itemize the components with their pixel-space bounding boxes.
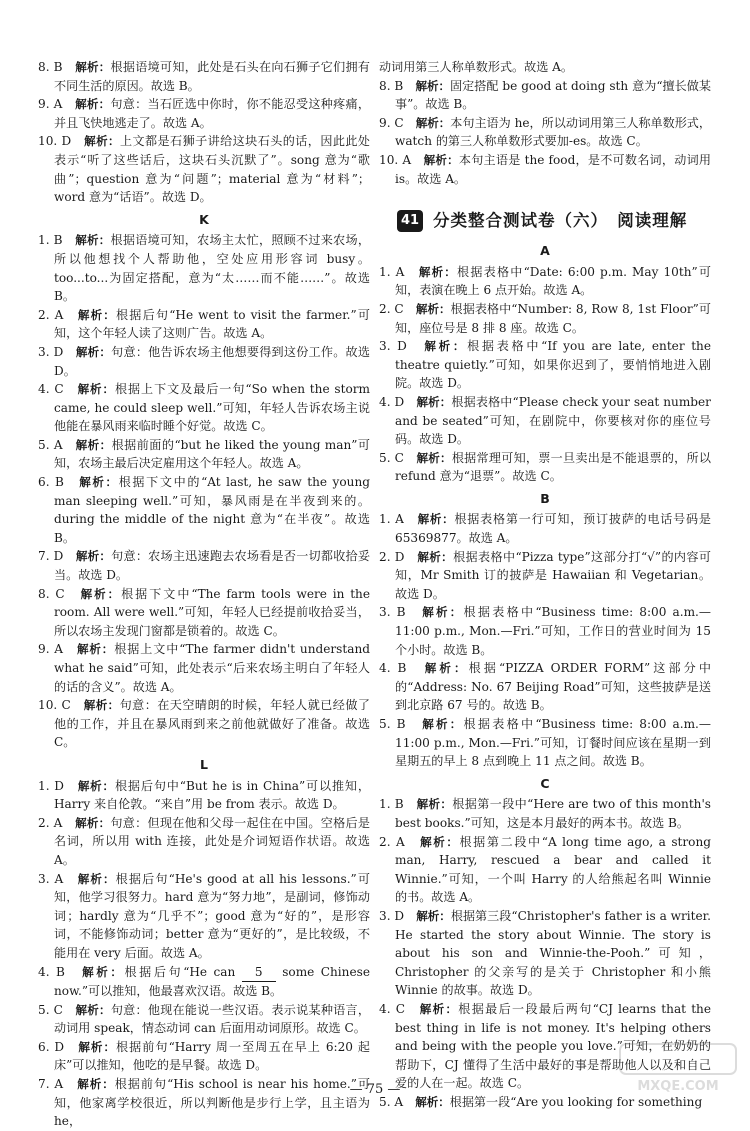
section-heading: C xyxy=(540,775,550,791)
section-heading: B xyxy=(540,490,550,506)
explanation-label: 解析： xyxy=(422,605,464,620)
explanation-label: 解析： xyxy=(416,908,451,923)
item-text: 根据下文中“The farm tools were in the room. All were well.”可知，年轻人已经提前收拾妥当，所以农场主发现门窗都是锁着的。故选 C。 xyxy=(54,586,371,638)
answer-item xyxy=(38,696,370,752)
item-text: 根据表格中“If you are late, enter the theatre quietly.”可知，如果你迟到了，要悄悄地进入剧院。故选 D。 xyxy=(395,339,711,391)
answer-item xyxy=(379,795,711,832)
item-number: 3. D xyxy=(379,908,405,923)
explanation-label: 解析： xyxy=(75,60,111,74)
answer-item xyxy=(38,814,370,870)
explanation-label: 解析： xyxy=(77,1077,115,1092)
test-title xyxy=(397,210,711,232)
item-text: 根据后句“He can xyxy=(124,964,236,979)
answer-item xyxy=(379,833,711,907)
watermark-logo xyxy=(616,1040,740,1096)
item-number: 4. B xyxy=(379,661,407,676)
answer-item xyxy=(38,777,370,814)
answer-item xyxy=(379,510,711,547)
item-text: 根据常理可知，票一旦卖出是不能退票的，所以 refund 意为“退票”。故选 C。 xyxy=(395,450,711,484)
explanation-label: 解析： xyxy=(75,549,112,564)
answer-item xyxy=(379,300,711,337)
item-number: 3. A xyxy=(38,871,64,886)
explanation-label: 解析： xyxy=(77,871,116,886)
item-number: 2. A xyxy=(38,815,63,830)
item-number: 6. B xyxy=(38,475,64,490)
item-number: 10. C xyxy=(38,698,71,713)
answer-item xyxy=(379,715,711,771)
answer-item xyxy=(38,380,370,436)
item-text: 句意：农场主迅速跑去农场看是否一切都收拾妥当。故选 D。 xyxy=(54,549,370,583)
item-number: 1. B xyxy=(38,233,63,248)
item-text: 根据上下文及最后一句“So when the storm came, he could sleep well.”可知，年轻人告诉农场主说他能在暴风雨来临时睡个好觉。故选 C。 xyxy=(54,382,370,434)
section-heading: A xyxy=(540,243,550,259)
item-number: 2. D xyxy=(379,549,405,564)
item-number: 9. A xyxy=(38,97,63,112)
item-number: 5. B xyxy=(379,717,406,731)
answer-item xyxy=(379,263,711,300)
item-text: 根据后句中“But he is in China”可以推知，Harry 来自伦敦。“来自”用 be from 表示。故选 D。 xyxy=(54,778,370,812)
item-text: 根据表格中“Number: 8, Row 8, 1st Floor”可知，座位号是 8 排 8 座。故选 C。 xyxy=(395,301,712,335)
item-number: 10. A xyxy=(379,152,412,167)
explanation-label: 解析： xyxy=(423,152,459,167)
svg-text:MXQE.COM: MXQE.COM xyxy=(637,1079,719,1094)
explanation-label: 解析： xyxy=(75,1002,111,1017)
item-text: 动词用第三人称单数形式。故选 A。 xyxy=(379,60,573,74)
item-number: 1. B xyxy=(379,797,404,812)
item-text: 根据表格中“Business time: 8:00 a.m.—11:00 p.m., Mon.—Fri.”可知，订餐时间应该在星期一到星期五的早上 8 点到晚上 11 点之间。故选 B。 xyxy=(395,717,711,769)
item-text: 根据表格第一行可知，预订披萨的电话号码是 65369877。故选 A。 xyxy=(395,512,711,546)
item-text: 本句主语是 the food，是不可数名词，动词用 is。故选 A。 xyxy=(395,152,711,186)
item-number: 7. D xyxy=(38,549,64,564)
item-number: 6. D xyxy=(38,1039,65,1054)
item-text: 根据上文中“The farmer didn't understand what he said”可知，此处表示“后来农场主明白了年轻人的话的含义”。故选 A。 xyxy=(54,642,370,694)
answer-item xyxy=(38,963,370,1001)
explanation-label: 解析： xyxy=(416,450,452,465)
page-number: — 75 — xyxy=(349,1082,401,1097)
explanation-label: 解析： xyxy=(417,549,454,564)
explanation-label: 解析： xyxy=(424,661,469,676)
explanation-label: 解析： xyxy=(416,797,453,812)
explanation-label: 解析： xyxy=(78,1039,116,1054)
answer-item xyxy=(38,870,370,963)
answer-item xyxy=(379,151,711,188)
explanation-label: 解析： xyxy=(76,642,115,657)
explanation-label: 解析： xyxy=(77,778,115,793)
item-text: some Chinese now.”可以推知，他最喜欢汉语。故选 B。 xyxy=(54,964,370,999)
section-heading: L xyxy=(200,756,208,772)
item-text: 根据第一段中“Here are two of this month's best books.”可知，这是本月最好的两本书。故选 B。 xyxy=(395,797,712,830)
explanation-label: 解析： xyxy=(415,1094,450,1109)
explanation-label: 解析： xyxy=(420,834,460,849)
explanation-label: 解析： xyxy=(422,717,464,731)
explanation-label: 解析： xyxy=(77,307,116,322)
answer-item xyxy=(379,548,711,604)
item-text: 固定搭配 be good at doing sth 意为“擅长做某事”。故选 B。 xyxy=(395,78,711,112)
answer-item xyxy=(38,231,370,305)
item-text: 根据语境可知，农场主太忙，照顾不过来农场，所以他想找个人帮助他，空处应用形容词 busy。too...to...为固定搭配，意为“太……而不能……”。故选 B。 xyxy=(54,233,370,304)
item-text: 根据最后一段最后两句“CJ learns that the best thing in life is not money. It's helping others and being with the people you love.”可知，在奶奶的帮助下，CJ 懂得了生活中最好的事是帮助他人以及和自己爱的人在一起。故选 C。 xyxy=(395,1001,712,1091)
item-text: 根据表格中“Business time: 8:00 a.m.—11:00 p.m., Mon.—Fri.”可知，工作日的营业时间为 15 个小时。故选 B。 xyxy=(395,605,711,657)
left-column xyxy=(38,58,370,1131)
item-text: 根据表格中“Please check your seat number and be seated”可知，在剧院中，你要核对你的座位号码。故选 D。 xyxy=(395,394,711,447)
item-number: 5. C xyxy=(379,450,404,465)
item-number: 1. A xyxy=(379,264,405,279)
item-number: 1. D xyxy=(38,778,64,793)
item-text: 根据第二段中“A long time ago, a strong man, Harry, rescued a bear and called it Winnie.”可知，一个叫 Harry 的人给熊起名叫 Winnie 的书。故选 A。 xyxy=(395,834,711,905)
item-number: 10. D xyxy=(38,134,72,149)
item-number: 9. A xyxy=(38,642,64,657)
item-number: 8. B xyxy=(38,60,63,74)
explanation-label: 解析： xyxy=(415,301,451,316)
answer-item xyxy=(38,1001,370,1038)
item-text: 本句主语为 he，所以动词用第三人称单数形式，watch 的第三人称单数形式要加-es。故选 C。 xyxy=(395,115,711,149)
item-number: 2. A xyxy=(38,307,64,322)
answer-item xyxy=(38,436,370,473)
item-number: 5. A xyxy=(379,1094,404,1109)
test-title-text: 分类整合测试卷（六） 阅读理解 xyxy=(433,210,688,230)
explanation-label: 解析： xyxy=(75,233,111,248)
item-number: 3. D xyxy=(38,344,64,359)
explanation-label: 解析： xyxy=(84,134,120,149)
answer-item xyxy=(38,95,370,132)
item-text: 根据前面的“but he liked the young man”可知，农场主最后决定雇用这个年轻人。故选 A。 xyxy=(54,437,370,471)
item-text: 上文都是石狮子讲给这块石头的话，因此此处表示“听了这些话后，这块石头沉默了”。song 意为“歌曲”；question 意为“问题”；material 意为“材料”；word 意为“话语”。故选 D。 xyxy=(54,134,370,205)
item-text: 句意：但现在他和父母一起住在中国。空格后是名词，所以用 with 连接，此处是介词短语作状语。故选 A。 xyxy=(54,815,370,867)
item-number: 2. A xyxy=(379,834,405,849)
item-number: 4. C xyxy=(379,1001,405,1016)
answer-item xyxy=(38,585,370,641)
item-number: 3. B xyxy=(379,605,406,620)
explanation-label: 解析： xyxy=(419,1001,459,1016)
explanation-label: 解析： xyxy=(416,394,452,409)
explanation-label: 解析： xyxy=(75,815,111,830)
explanation-label: 解析： xyxy=(77,382,115,397)
item-text: 句意：当石匠选中你时，你不能忍受这种疼痛，并且飞快地逃走了。故选 A。 xyxy=(54,97,370,130)
item-number: 2. C xyxy=(379,301,404,316)
explanation-label: 解析： xyxy=(82,964,125,979)
item-number: 5. C xyxy=(38,1002,63,1017)
item-text: 根据第三段“Christopher's father is a writer. He started the story about Winnie. The story is about his son and Winnie-the-Pooh.”可知，Christopher 的父亲写的是关于 Christopher 和小熊 Winnie 的故事。故选 D。 xyxy=(395,908,711,998)
answer-item xyxy=(38,547,370,584)
answer-item xyxy=(38,640,370,696)
explanation-label: 解析： xyxy=(415,78,451,93)
item-text: 根据表格中“Pizza type”这部分打“√”的内容可知，Mr Smith 订的披萨是 Hawaiian 和 Vegetarian。故选 D。 xyxy=(395,549,711,601)
explanation-label: 解析： xyxy=(80,586,122,601)
item-text: 根据前句“Harry 周一至周五在早上 6:20 起床”可以推知，他吃的是早餐。故选 D。 xyxy=(54,1039,370,1073)
item-number: 3. D xyxy=(379,339,407,354)
item-text: 句意：他现在能说一些汉语。表示说某种语言，动词用 speak，情态动词 can 后面用动词原形。故选 C。 xyxy=(54,1002,370,1036)
explanation-label: 解析： xyxy=(79,475,119,490)
answer-item xyxy=(379,659,711,715)
answer-item xyxy=(38,1038,370,1075)
section-heading: K xyxy=(199,211,209,227)
answer-item xyxy=(38,306,370,343)
answer-item xyxy=(379,603,711,659)
answer-item xyxy=(38,132,370,206)
answer-item xyxy=(38,473,370,547)
item-text: 根据下文中的“At last, he saw the young man sleeping well.”可知，暴风雨是在半夜到来的。during the middle of the night 意为“在半夜”。故选 B。 xyxy=(54,475,370,545)
item-text: 句意：他告诉农场主他想要得到这份工作。故选 D。 xyxy=(54,344,370,378)
item-text: 根据第一段“Are you looking for something xyxy=(449,1094,703,1109)
answer-item xyxy=(379,58,711,77)
item-text: 根据“PIZZA ORDER FORM”这部分中的“Address: No. 67 Beijing Road”可知，这些披萨是送到北京路 67 号的。故选 B。 xyxy=(395,661,711,713)
explanation-label: 解析： xyxy=(417,512,455,527)
item-number: 8. C xyxy=(38,586,65,601)
item-number: 8. B xyxy=(379,78,404,93)
answer-item xyxy=(38,58,370,95)
test-number-badge: 41 xyxy=(397,210,423,232)
item-number: 9. C xyxy=(379,115,404,130)
explanation-label: 解析： xyxy=(75,437,112,452)
explanation-label: 解析： xyxy=(83,698,120,713)
item-text: 根据表格中“Date: 6:00 p.m. May 10th”可知，表演在晚上 6 点开始。故选 A。 xyxy=(395,264,712,298)
item-text: 根据后句“He went to visit the farmer.”可知，这个年轻人读了这则广告。故选 A。 xyxy=(54,307,370,341)
item-text: 句意：在天空晴朗的时候，年轻人就已经做了他的工作，并且在暴风雨到来之前他就做好了准备。故选 C。 xyxy=(54,698,370,750)
item-text: 根据前句“His school is near his home.”可知，他家离学校很近，所以判断他是步行上学，且主语为 he， xyxy=(54,1077,370,1129)
explanation-label: 解析： xyxy=(75,344,112,359)
item-number: 4. D xyxy=(379,394,405,409)
explanation-label: 解析： xyxy=(415,115,451,130)
explanation-label: 解析： xyxy=(424,339,468,354)
answer-item xyxy=(379,114,711,151)
answer-item xyxy=(379,337,711,393)
answer-item xyxy=(379,393,711,449)
answer-item xyxy=(379,907,711,1000)
answer-item xyxy=(379,77,711,114)
answer-item xyxy=(379,449,711,486)
explanation-label: 解析： xyxy=(418,264,458,279)
item-number: 4. B xyxy=(38,964,65,979)
right-column xyxy=(379,58,711,1111)
answer-blank: 5 xyxy=(242,963,276,983)
answer-item xyxy=(38,343,370,380)
item-text: 根据语境可知，此处是石头在向石狮子它们拥有不同生活的原因。故选 B。 xyxy=(54,60,370,93)
item-number: 1. A xyxy=(379,512,404,527)
item-text: 根据后句“He's good at all his lessons.”可知，他学习很努力。hard 意为“努力地”，是副词，修饰动词；hardly 意为“几乎不”；good 意为“好的”，是形容词，不能修饰动词；better 意为“更好的”，是比较级，不能用在 very 后面。故选 A。 xyxy=(54,871,370,960)
explanation-label: 解析： xyxy=(75,97,111,112)
item-number: 4. C xyxy=(38,382,64,397)
item-number: 5. A xyxy=(38,437,63,452)
item-number: 7. A xyxy=(38,1077,64,1092)
